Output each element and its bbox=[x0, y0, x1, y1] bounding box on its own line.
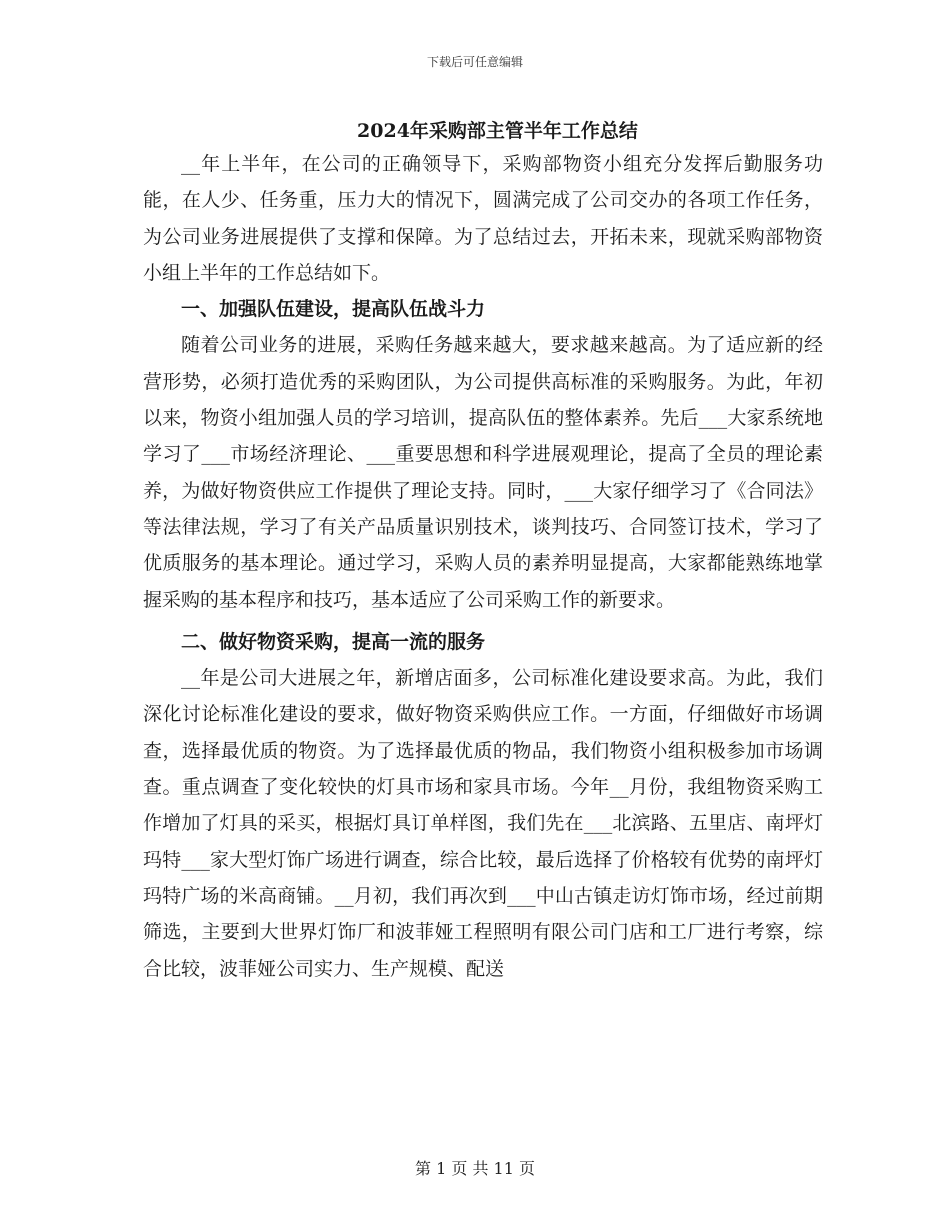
section-1-paragraph: 随着公司业务的进展，采购任务越来越大，要求越来越高。为了适应新的经营形势，必须打造优秀的采购团队，为公司提供高标准的采购服务。为此，年初以来，物资小组加强人员的学习培训，提高队伍的整体素养。先后___大家系统地学习了___市场经济理论、___重要思想和科学进展观理论，提高了全员的理论素养，为做好物资供应工作提供了理论支持。同时，___大家仔细学习了《合同法》等法律法规，学习了有关产品质量识别技术，谈判技巧、合同签订技术，学习了优质服务的基本理论。通过学习，采购人员的素养明显提高，大家都能熟练地掌握采购的基本程序和技巧，基本适应了公司采购工作的新要求。 bbox=[143, 334, 823, 611]
section-1-heading: 一、加强队伍建设，提高队伍战斗力 bbox=[181, 298, 486, 321]
document-title: 2024年采购部主管半年工作总结 bbox=[357, 120, 638, 142]
intro-paragraph: __年上半年，在公司的正确领导下，采购部物资小组充分发挥后勤服务功能，在人少、任务重，压力大的情况下，圆满完成了公司交办的各项工作任务，为公司业务进展提供了支撑和保障。为了总结过去，开拓未来，现就采购部物资小组上半年的工作总结如下。 bbox=[143, 153, 823, 284]
section-2-heading: 二、做好物资采购，提高一流的服务 bbox=[181, 630, 486, 653]
header-note: 下载后可任意编辑 bbox=[426, 55, 523, 69]
document-body bbox=[143, 146, 823, 987]
section-2-paragraph: __年是公司大进展之年，新增店面多，公司标准化建设要求高。为此，我们深化讨论标准化建设的要求，做好物资采购供应工作。一方面，仔细做好市场调查，选择最优质的物资。为了选择最优质的物品，我们物资小组积极参加市场调查。重点调查了变化较快的灯具市场和家具市场。今年__月份，我组物资采购工作增加了灯具的采买，根据灯具订单样图，我们先在___北滨路、五里店、南坪灯玛特___家大型灯饰广场进行调查，综合比较，最后选择了价格较有优势的南坪灯玛特广场的米高商铺。__月初，我们再次到___中山古镇走访灯饰市场，经过前期筛选，主要到大世界灯饰厂和波菲娅工程照明有限公司门店和工厂进行考察，综合比较，波菲娅公司实力、生产规模、配送 bbox=[143, 667, 823, 980]
page-number: 第 1 页 共 11 页 bbox=[415, 1159, 535, 1178]
